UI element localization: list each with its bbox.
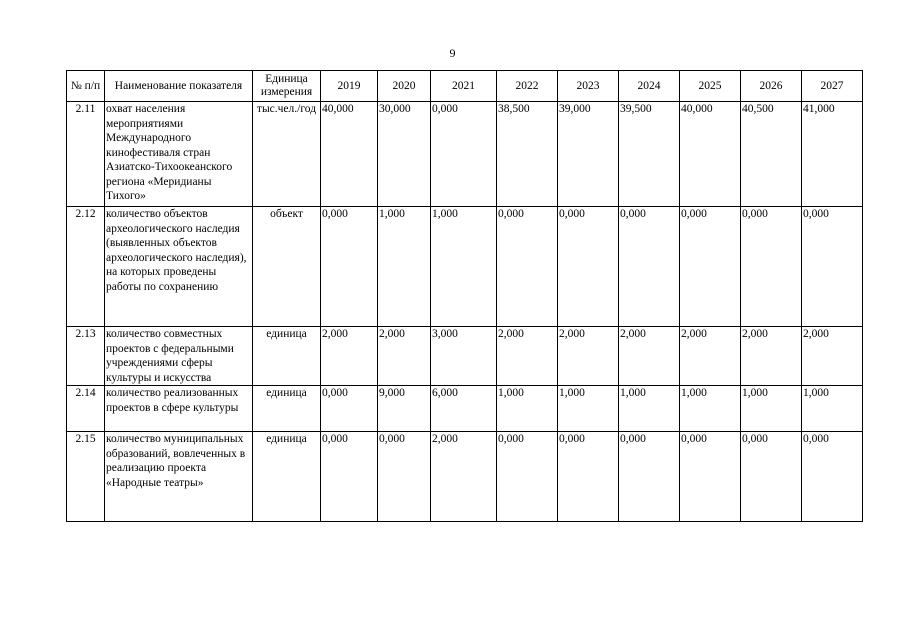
row-value: 1,000 — [378, 207, 431, 327]
row-value: 0,000 — [321, 207, 378, 327]
header-unit: Единица измерения — [253, 71, 321, 102]
row-value: 1,000 — [802, 386, 863, 432]
row-value: 2,000 — [558, 327, 619, 386]
row-value: 1,000 — [558, 386, 619, 432]
table-row — [67, 432, 863, 522]
row-value: 2,000 — [802, 327, 863, 386]
row-name: количество совместных проектов с федеральными учреждениями сферы культуры и искусства — [105, 327, 253, 386]
row-value: 0,000 — [497, 207, 558, 327]
page-number: 9 — [449, 46, 456, 60]
row-unit: единица — [253, 432, 321, 522]
row-value: 0,000 — [431, 102, 497, 207]
row-name: количество реализованных проектов в сфере культуры — [105, 386, 253, 432]
row-num: 2.15 — [67, 432, 105, 522]
table-row — [67, 386, 863, 432]
row-value: 1,000 — [431, 207, 497, 327]
row-num: 2.14 — [67, 386, 105, 432]
row-value: 0,000 — [321, 432, 378, 522]
row-value: 38,500 — [497, 102, 558, 207]
header-year: 2026 — [741, 71, 802, 102]
row-value: 0,000 — [321, 386, 378, 432]
indicators-table — [66, 70, 863, 522]
row-value: 1,000 — [680, 386, 741, 432]
row-value: 2,000 — [431, 432, 497, 522]
row-value: 0,000 — [619, 432, 680, 522]
row-name: количество объектов археологического наследия (выявленных объектов археологического наследия), на которых проведены работы по сохранению — [105, 207, 253, 327]
row-value: 0,000 — [378, 432, 431, 522]
row-value: 0,000 — [741, 207, 802, 327]
table-row — [67, 102, 863, 207]
row-value: 2,000 — [680, 327, 741, 386]
row-value: 40,000 — [680, 102, 741, 207]
row-value: 0,000 — [802, 432, 863, 522]
row-value: 9,000 — [378, 386, 431, 432]
row-value: 1,000 — [497, 386, 558, 432]
row-value: 0,000 — [741, 432, 802, 522]
header-name: Наименование показателя — [105, 71, 253, 102]
header-num: № п/п — [67, 71, 105, 102]
row-value: 2,000 — [619, 327, 680, 386]
row-unit: единица — [253, 327, 321, 386]
row-value: 0,000 — [680, 207, 741, 327]
row-value: 30,000 — [378, 102, 431, 207]
table-header-row — [67, 71, 863, 102]
row-unit: единица — [253, 386, 321, 432]
row-value: 0,000 — [558, 207, 619, 327]
row-value: 0,000 — [802, 207, 863, 327]
row-value: 39,500 — [619, 102, 680, 207]
row-value: 0,000 — [619, 207, 680, 327]
header-year: 2022 — [497, 71, 558, 102]
row-num: 2.12 — [67, 207, 105, 327]
row-num: 2.13 — [67, 327, 105, 386]
row-value: 2,000 — [741, 327, 802, 386]
row-name: охват населения мероприятиями Международного кинофестиваля стран Азиатско-Тихоокеанского региона «Меридианы Тихого» — [105, 102, 253, 207]
row-value: 0,000 — [558, 432, 619, 522]
row-value: 2,000 — [321, 327, 378, 386]
row-value: 3,000 — [431, 327, 497, 386]
header-year: 2023 — [558, 71, 619, 102]
header-year: 2020 — [378, 71, 431, 102]
header-year: 2021 — [431, 71, 497, 102]
header-year: 2024 — [619, 71, 680, 102]
row-value: 0,000 — [497, 432, 558, 522]
row-value: 40,500 — [741, 102, 802, 207]
row-value: 2,000 — [497, 327, 558, 386]
table-row — [67, 327, 863, 386]
header-year: 2025 — [680, 71, 741, 102]
header-year: 2027 — [802, 71, 863, 102]
row-value: 39,000 — [558, 102, 619, 207]
table-row — [67, 207, 863, 327]
row-value: 0,000 — [680, 432, 741, 522]
row-value: 41,000 — [802, 102, 863, 207]
row-value: 6,000 — [431, 386, 497, 432]
row-unit: тыс.чел./год — [253, 102, 321, 207]
row-value: 1,000 — [619, 386, 680, 432]
row-unit: объект — [253, 207, 321, 327]
row-name: количество муниципальных образований, вовлеченных в реализацию проекта «Народные театры» — [105, 432, 253, 522]
row-value: 1,000 — [741, 386, 802, 432]
row-value: 40,000 — [321, 102, 378, 207]
row-value: 2,000 — [378, 327, 431, 386]
header-year: 2019 — [321, 71, 378, 102]
row-num: 2.11 — [67, 102, 105, 207]
